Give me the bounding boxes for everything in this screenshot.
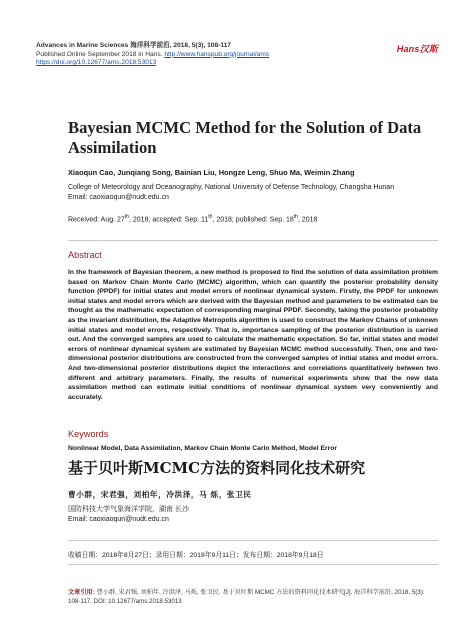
chinese-email: Email: caoxiaoqun@nudt.edu.cn <box>68 516 169 523</box>
keywords-text: Nonlinear Model, Data Assimilation, Markov Chain Monte Carlo Method, Model Error <box>68 445 338 452</box>
doi-link[interactable]: https://doi.org/10.12677/ams.2018.53013 <box>36 59 157 67</box>
paper-title: Bayesian MCMC Method for the Solution of Data Assimilation <box>68 118 422 157</box>
abstract-heading: Abstract <box>68 250 102 260</box>
published-line: Published Online September 2018 in Hans. http://www.hanspub.org/journal/ams <box>36 50 270 58</box>
affiliation: College of Meteorology and Oceanography, National University of Defense Technology, Changsha Hunan <box>68 184 395 191</box>
chinese-affiliation-block <box>68 505 189 525</box>
abstract-text: In the framework of Bayesian theorem, a new method is proposed to find the solution of data assimilation problem based on Markov Chain Monte Carlo (MCMC) algorithm, which can quantify the posterior probability density function (PPDF) for initial states and model errors of nonlinear dynamical system. Firstly, the PPDF for unknown initial states and model errors which are derived with the Bayesian method and parameters to be estimated can be thought as the mathematic expectation of corresponding marginal PPDF. Secondly, taking the posterior probability as the invariant distribution, the Adaptive Metropolis algorithm is used to construct the Markov Chains of unknown initial states and model errors, respectively. That is, importance sampling of the posterior distribution is carried out. And the converged samples are used to calculate the mathematic expectation. So far, initial states and model errors of nonlinear dynamical system are estimated by Bayesian MCMC method successfully. Then, one and two-dimensional posterior distributions are constructed from the converged samples of initial states and model errors. And two-dimensional posterior distributions depict the interactions and correlations quantitatively between two different and arbitrary parameters. Finally, the results of numerical experiments show that the new data assimilation method can estimate initial conditions of nonlinear dynamical system very conveniently and accurately. <box>68 269 438 401</box>
journal-link[interactable]: http://www.hanspub.org/journal/ams <box>164 50 270 58</box>
chinese-dates: 收稿日期：2018年8月27日；录用日期：2018年9月11日；发布日期：2018年9月18日 <box>68 552 324 559</box>
hans-logo: Hans汉斯 <box>396 44 438 54</box>
article-dates: Received: Aug. 27th, 2018; accepted: Sep. 11th, 2018; published: Sep. 18th, 2018 <box>68 214 318 224</box>
chinese-affiliation: 国防科技大学气象海洋学院，湖南 长沙 <box>68 506 189 513</box>
email: Email: caoxiaoqun@nudt.edu.cn <box>68 194 169 201</box>
author-list: Xiaoqun Cao, Junqiang Song, Bainian Liu, Hongze Leng, Shuo Ma, Weimin Zhang <box>68 168 355 177</box>
citation-label: 文章引用: <box>68 589 95 596</box>
chinese-title: 基于贝叶斯MCMC方法的资料同化技术研究 <box>68 459 366 477</box>
chinese-authors: 曹小群，宋君强，刘柏年，冷洪泽，马 烁，张卫民 <box>68 490 252 499</box>
journal-line: Advances in Marine Sciences 海洋科学前沿, 2018, 5(3), 108-117 <box>36 42 231 49</box>
divider <box>68 540 438 541</box>
citation-text: 曹小群, 宋君强, 刘柏年, 冷洪泽, 马烁, 张卫民. 基于贝叶斯 MCMC 方法的资料同化技术研究[J]. 海洋科学前沿, 2018, 5(3): 108-117. DOI: 10.12677/ams.2018.53013 <box>68 589 425 605</box>
citation <box>68 588 438 606</box>
divider <box>68 564 438 565</box>
journal-header <box>36 42 438 68</box>
affiliation-block <box>68 183 438 203</box>
keywords-heading: Keywords <box>68 429 109 439</box>
doi-line <box>36 59 438 68</box>
divider <box>68 240 438 241</box>
